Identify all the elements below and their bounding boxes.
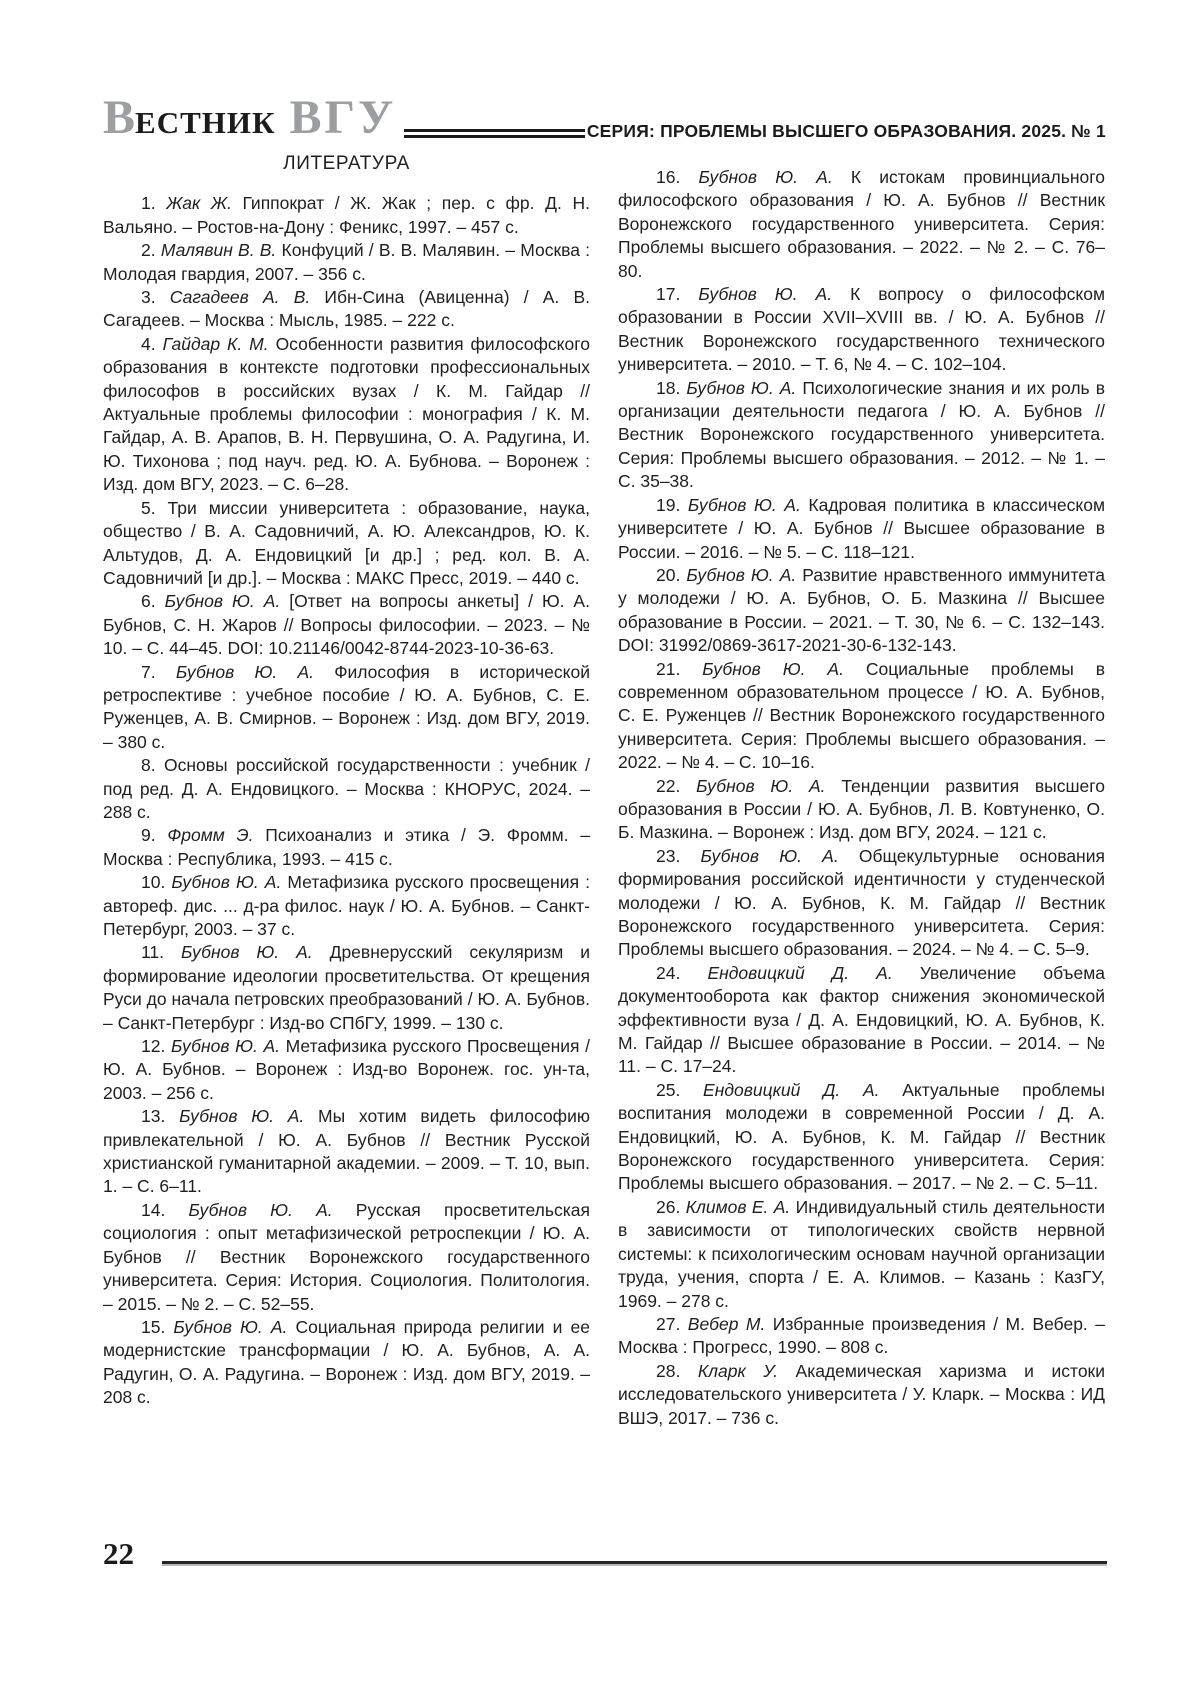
reference-number: 9. [141, 825, 156, 846]
reference-item [618, 377, 1105, 494]
reference-text: К истокам провинциального философского образования / Ю. А. Бубнов // Вестник Воронежского государственного университета. Серия: Проблемы высшего образования. – 2022. – № 2. – С. 76–80. [618, 167, 1106, 281]
reference-text: Метафизика русского просвещения : автореф. дис. ... д-ра филос. наук / Ю. А. Бубнов. – Санкт-Петербург, 2003. – 37 с. [103, 872, 590, 939]
reference-text: Мы хотим видеть философию привлекательной / Ю. А. Бубнов // Вестник Русской христианской гуманитарной академии. – 2009. – Т. 10, вып. 1. – С. 6–11. [103, 1106, 590, 1197]
reference-number: 22. [656, 775, 681, 796]
reference-number: 27. [656, 1313, 681, 1334]
reference-author: Бубнов Ю. А. [696, 775, 826, 796]
reference-number: 4. [141, 333, 156, 354]
reference-item [103, 239, 590, 286]
page-footer [103, 1538, 1107, 1569]
reference-author: Климов Е. А. [685, 1196, 791, 1217]
reference-item [103, 333, 590, 497]
reference-number: 13. [141, 1106, 166, 1127]
reference-text: [Ответ на вопросы анкеты] / Ю. А. Бубнов, С. Н. Жаров // Вопросы философии. – 2023. – № 10. – С. 44–45. DOI: 10.21146/0042-8744-2023-10-36-63. [103, 591, 590, 659]
reference-item [618, 1079, 1105, 1196]
reference-text: Метафизика русского Просвещения / Ю. А. Бубнов. – Воронеж : Изд-во Воронеж. гос. ун-та, 2003. – 256 с. [103, 1036, 590, 1103]
reference-number: 19. [656, 494, 681, 515]
reference-text: Тенденции развития высшего образования в России / Ю. А. Бубнов, Л. В. Ковтуненко, О. Б. Мазкина. – Воронеж : Изд. дом ВГУ, 2024. – 121 с. [618, 775, 1105, 843]
footer-rule [162, 1561, 1107, 1564]
reference-text: Ибн-Сина (Авиценна) / А. В. Сагадеев. – Москва : Мысль, 1985. – 222 с. [103, 287, 590, 331]
reference-author: Бубнов Ю. А. [188, 1199, 333, 1220]
reference-item [618, 775, 1105, 845]
references-column-left [103, 152, 590, 1410]
reference-item [618, 962, 1105, 1079]
section-title: ЛИТЕРАТУРА [283, 153, 410, 174]
reference-item [618, 283, 1105, 377]
reference-text: Русская просветительская социология : опыт метафизической ретроспекции / Ю. А. Бубнов // Вестник Воронежского государственного университета. Серия: История. Социология. Политология. – 2015. – № 2. – С. 52–55. [103, 1199, 590, 1314]
reference-text: Избранные произведения / М. Вебер. – Москва : Прогресс, 1990. – 808 с. [618, 1313, 1105, 1358]
reference-author: Бубнов Ю. А. [700, 845, 839, 866]
reference-number: 23. [656, 845, 681, 866]
reference-author: Бубнов Ю. А. [171, 872, 282, 893]
reference-item [618, 166, 1105, 283]
reference-author: Жак Ж. [166, 193, 232, 214]
reference-item [618, 494, 1105, 564]
reference-number: 5. [141, 497, 156, 518]
reference-text: Увеличение объема документооборота как фактор снижения экономической эффективности вуза / Д. А. Ендовицкий, Ю. А. Бубнов, К. М. Гайдар // Высшее образование в России. – 2014. – № 11. – С. 17–24. [618, 962, 1105, 1077]
reference-author: Бубнов Ю. А. [698, 284, 833, 305]
reference-author: Бубнов Ю. А. [702, 658, 844, 679]
reference-number: 17. [656, 284, 681, 305]
reference-text: Особенности развития философского образования в контексте подготовки профессиональных философов в российских вузах / К. М. Гайдар // Актуальные проблемы философии : монография / К. М. Гайдар, А. В. Арапов, В. Н. Первушина, О. А. Радугина, И. Ю. Тихонова ; под науч. ред. Ю. А. Бубнова. – Воронеж : Изд. дом ВГУ, 2023. – С. 6–28. [103, 333, 590, 495]
reference-author: Сагадеев А. В. [169, 287, 311, 308]
reference-item [618, 658, 1105, 775]
reference-item [618, 1313, 1105, 1360]
reference-author: Бубнов Ю. А. [686, 377, 797, 398]
reference-author: Ендовицкий Д. А. [707, 962, 893, 983]
reference-number: 3. [141, 287, 156, 308]
reference-text: Три миссии университета : образование, наука, общество / В. А. Садовничий, А. Ю. Александров, Ю. К. Альтудов, Д. А. Ендовицкий [и др.] ; ред. кол. В. А. Садовничий [и др.]. – Москва : МАКС Пресс, 2019. – 440 с. [103, 497, 590, 588]
reference-item [103, 1199, 590, 1316]
reference-author: Бубнов Ю. А. [175, 661, 314, 682]
header-double-rule [404, 129, 585, 138]
reference-number: 15. [141, 1316, 166, 1337]
reference-number: 28. [656, 1360, 681, 1381]
reference-item [103, 1105, 590, 1199]
reference-item [103, 192, 590, 239]
reference-item [103, 1316, 590, 1410]
reference-text: К вопросу о философском образовании в России XVII–XVIII вв. / Ю. А. Бубнов // Вестник Воронежского государственного технического университета. – 2010. – Т. 6, № 4. – С. 102–104. [618, 284, 1105, 375]
reference-number: 11. [141, 942, 165, 963]
reference-number: 10. [141, 872, 166, 893]
logo-word: ЕСТНИК [135, 105, 276, 140]
reference-number: 6. [141, 591, 156, 612]
reference-text: Академическая харизма и истоки исследовательского университета / У. Кларк. – Москва : ИД ВШЭ, 2017. – 736 с. [618, 1360, 1105, 1428]
reference-author: Фромм Э. [167, 825, 254, 846]
reference-text: Основы российской государственности : учебник / под ред. Д. А. Ендовицкого. – Москва : КНОРУС, 2024. – 288 с. [103, 755, 590, 822]
references-list-left [103, 192, 590, 1409]
reference-author: Бубнов Ю. А. [179, 1106, 305, 1127]
references-list-right [618, 166, 1105, 1430]
reference-text: Индивидуальный стиль деятельности в зависимости от типологических свойств нервной системы: к психологическим основам научной организации труда, учения, спорта / Е. А. Климов. – Казань : КазГУ, 1969. – 278 с. [618, 1196, 1105, 1311]
reference-number: 20. [656, 564, 681, 585]
page-number: 22 [103, 1536, 134, 1571]
reference-author: Малявин В. В. [160, 240, 277, 261]
reference-item [103, 754, 590, 824]
reference-number: 18. [656, 377, 681, 398]
reference-number: 26. [656, 1196, 681, 1217]
reference-number: 24. [656, 962, 681, 983]
reference-text: Древнерусский секуляризм и формирование идеологии просветительства. От крещения Руси до начала петровских преобразований / Ю. А. Бубнов. – Санкт-Петербург : Изд-во СПбГУ, 1999. – 130 с. [103, 942, 591, 1033]
reference-number: 16. [656, 167, 681, 187]
reference-text: Конфуций / В. В. Малявин. – Москва : Молодая гвардия, 2007. – 356 с. [103, 240, 591, 284]
reference-author: Бубнов Ю. А. [173, 1316, 288, 1337]
references-column-right [618, 166, 1105, 1430]
reference-text: Социальные проблемы в современном образовательном процессе / Ю. А. Бубнов, С. Е. Руженцев // Вестник Воронежского государственного университета. Серия: Проблемы высшего образования. – 2022. – № 4. – С. 10–16. [618, 658, 1106, 773]
reference-author: Бубнов Ю. А. [164, 591, 281, 612]
reference-author: Кларк У. [697, 1360, 778, 1381]
reference-item [103, 824, 590, 871]
reference-text: Кадровая политика в классическом университете / Ю. А. Бубнов // Высшее образование в России. – 2016. – № 5. – С. 118–121. [618, 494, 1105, 562]
reference-number: 21. [656, 658, 681, 679]
reference-item [103, 286, 590, 333]
reference-item [103, 497, 590, 591]
journal-header [103, 91, 1106, 144]
reference-text: Философия в исторической ретроспективе : учебное пособие / Ю. А. Бубнов, С. Е. Руженцев, А. В. Смирнов. – Воронеж : Изд. дом ВГУ, 2019. – 380 с. [103, 661, 590, 752]
reference-author: Бубнов Ю. А. [698, 167, 833, 187]
reference-item [618, 1360, 1105, 1430]
reference-item [103, 941, 590, 1035]
reference-text: Психоанализ и этика / Э. Фромм. – Москва : Республика, 1993. – 415 с. [103, 825, 590, 869]
reference-number: 12. [141, 1036, 166, 1057]
reference-text: Развитие нравственного иммунитета у молодежи / Ю. А. Бубнов, О. Б. Мазкина // Высшее образование в России. – 2021. – Т. 30, № 6. – С. 132–143. DOI: 31992/0869-3617-2021-30-6-132-143. [618, 564, 1105, 656]
reference-author: Бубнов Ю. А. [686, 564, 797, 585]
reference-number: 8. [141, 755, 156, 776]
reference-item [618, 845, 1105, 962]
logo-acronym: ВГУ [289, 91, 397, 144]
reference-author: Бубнов Ю. А. [180, 942, 313, 963]
reference-author: Вебер М. [687, 1313, 766, 1334]
reference-number: 25. [656, 1079, 681, 1100]
reference-item [618, 564, 1105, 658]
reference-item [103, 590, 590, 660]
reference-author: Бубнов Ю. А. [687, 494, 801, 515]
reference-text: Актуальные проблемы воспитания молодежи в современной России / Д. А. Ендовицкий, Ю. А. Бубнов, К. М. Гайдар // Вестник Воронежского государственного университета. Серия: Проблемы высшего образования. – 2017. – № 2. – С. 5–11. [618, 1079, 1105, 1194]
reference-author: Бубнов Ю. А. [170, 1036, 280, 1057]
journal-logo [103, 91, 397, 144]
reference-text: Гиппократ / Ж. Жак ; пер. с фр. Д. Н. Вальяно. – Ростов-на-Дону : Феникс, 1997. – 457 с. [103, 193, 590, 237]
reference-item [103, 871, 590, 941]
logo-initial-letter: В [103, 91, 136, 144]
reference-text: Психологические знания и их роль в организации деятельности педагога / Ю. А. Бубнов // Вестник Воронежского государственного университета. Серия: Проблемы высшего образования. – 2012. – № 1. – С. 35–38. [618, 377, 1105, 492]
series-title: СЕРИЯ: ПРОБЛЕМЫ ВЫСШЕГО ОБРАЗОВАНИЯ. 2025. № 1 [586, 120, 1106, 141]
reference-number: 14. [141, 1199, 166, 1220]
reference-author: Гайдар К. М. [162, 333, 269, 354]
reference-item [103, 1035, 590, 1105]
reference-item [618, 1196, 1105, 1313]
reference-number: 2. [141, 240, 156, 261]
reference-number: 1. [141, 193, 156, 214]
reference-text: Социальная природа религии и ее модернистские трансформации / Ю. А. Бубнов, А. А. Радугин, О. А. Радугина. – Воронеж : Изд. дом ВГУ, 2019. – 208 с. [103, 1316, 590, 1408]
reference-number: 7. [141, 661, 156, 682]
reference-item [103, 661, 590, 755]
reference-text: Общекультурные основания формирования российской идентичности у студенческой молодежи / Ю. А. Бубнов, К. М. Гайдар // Вестник Воронежского государственного университета. Серия: Проблемы высшего образования. – 2024. – № 4. – С. 5–9. [618, 845, 1105, 960]
reference-author: Ендовицкий Д. А. [703, 1079, 880, 1100]
